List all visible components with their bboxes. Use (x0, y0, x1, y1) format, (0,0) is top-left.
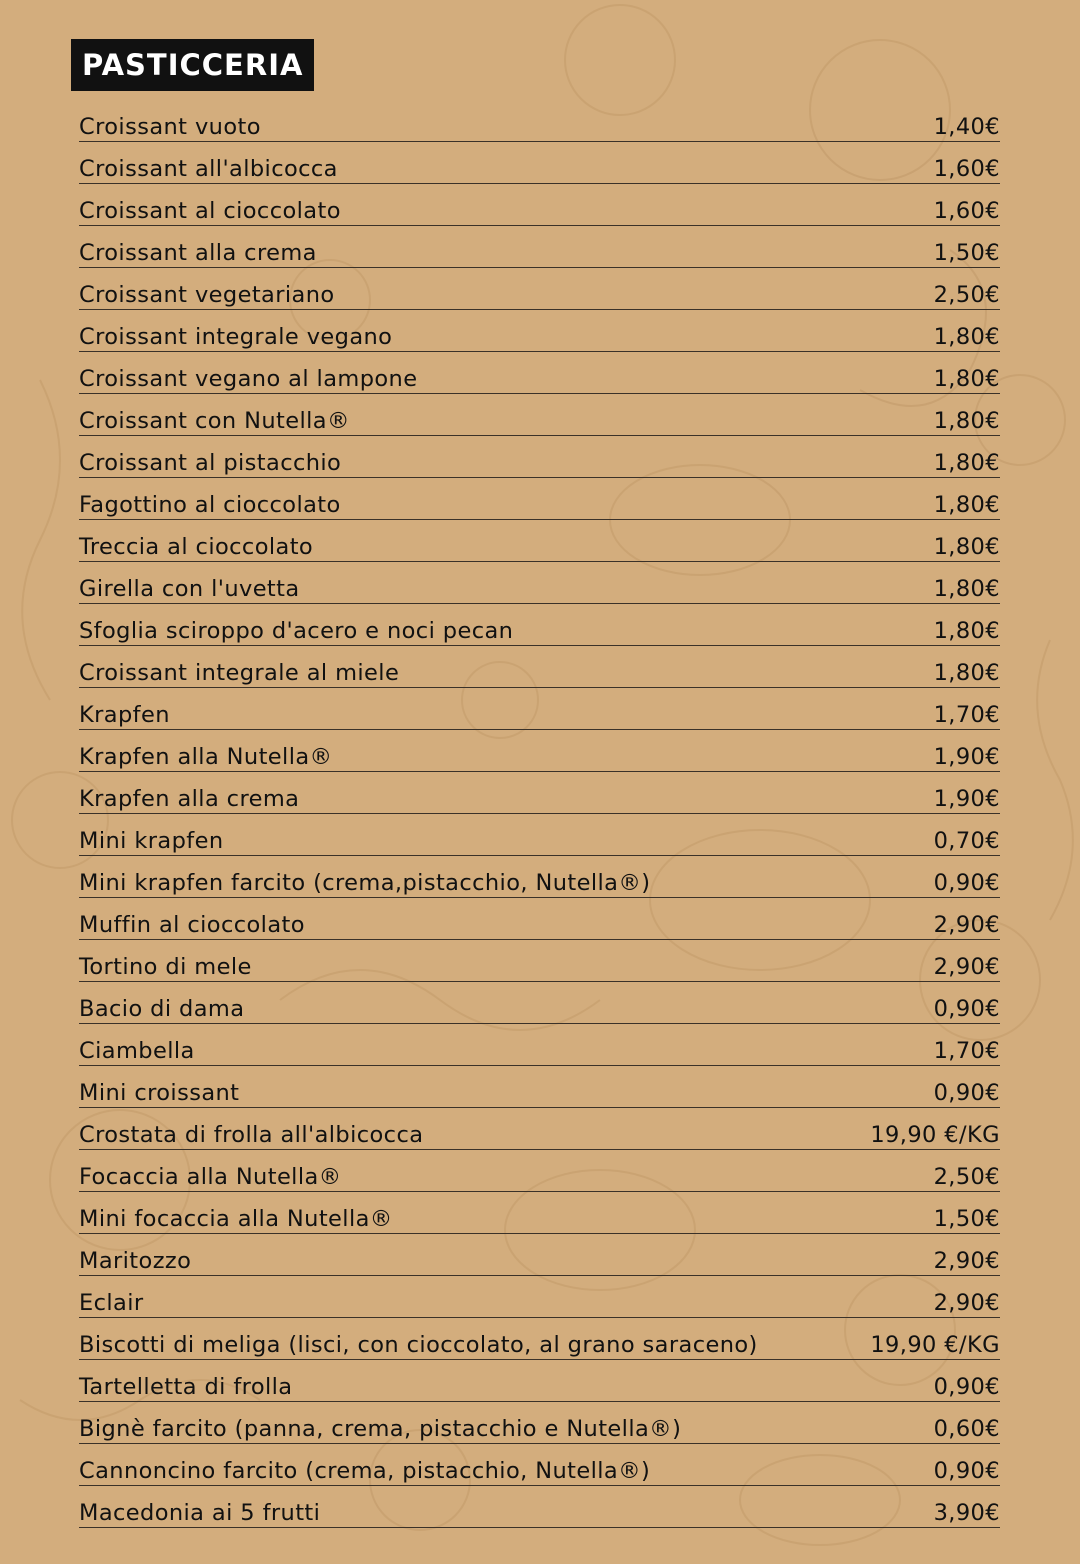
menu-item-name: Sfoglia sciroppo d'acero e noci pecan (79, 618, 514, 645)
menu-item-name: Crostata di frolla all'albicocca (79, 1122, 424, 1149)
menu-item-price: 1,70€ (933, 702, 1000, 729)
menu-item-name: Krapfen alla crema (79, 786, 300, 813)
menu-item-row (79, 394, 1000, 436)
menu-item-name: Krapfen (79, 702, 170, 729)
menu-item-name: Croissant integrale al miele (79, 660, 400, 687)
menu-item-price: 19,90 €/KG (870, 1332, 1000, 1359)
menu-item-price: 2,90€ (933, 1248, 1000, 1275)
menu-item-row (79, 352, 1000, 394)
menu-item-name: Focaccia alla Nutella® (79, 1164, 342, 1191)
menu-item-name: Mini krapfen farcito (crema,pistacchio, Nutella®) (79, 870, 651, 897)
menu-item-price: 1,80€ (933, 450, 1000, 477)
menu-item-row (79, 688, 1000, 730)
section-title-badge (71, 39, 314, 91)
menu-item-price: 0,90€ (933, 1080, 1000, 1107)
menu-item-row (79, 1108, 1000, 1150)
menu-item-row (79, 1024, 1000, 1066)
menu-item-name: Croissant integrale vegano (79, 324, 393, 351)
menu-item-name: Tartelletta di frolla (79, 1374, 293, 1401)
menu-item-row (79, 1444, 1000, 1486)
menu-item-price: 2,90€ (933, 954, 1000, 981)
menu-item-price: 1,80€ (933, 618, 1000, 645)
menu-item-name: Cannoncino farcito (crema, pistacchio, Nutella®) (79, 1458, 651, 1485)
menu-item-price: 19,90 €/KG (870, 1122, 1000, 1149)
menu-item-row (79, 646, 1000, 688)
menu-item-name: Tortino di mele (79, 954, 252, 981)
menu-item-name: Croissant all'albicocca (79, 156, 338, 183)
menu-item-name: Croissant alla crema (79, 240, 317, 267)
menu-item-name: Mini krapfen (79, 828, 224, 855)
menu-item-row (79, 478, 1000, 520)
menu-item-row (79, 184, 1000, 226)
menu-item-row (79, 100, 1000, 142)
menu-item-name: Biscotti di meliga (lisci, con cioccolato, al grano saraceno) (79, 1332, 758, 1359)
menu-item-name: Bacio di dama (79, 996, 245, 1023)
menu-item-name: Treccia al cioccolato (79, 534, 314, 561)
menu-item-price: 1,40€ (933, 114, 1000, 141)
menu-item-row (79, 226, 1000, 268)
menu-item-price: 1,50€ (933, 240, 1000, 267)
menu-item-price: 1,80€ (933, 492, 1000, 519)
menu-item-row (79, 730, 1000, 772)
menu-item-row (79, 1066, 1000, 1108)
menu-item-name: Mini focaccia alla Nutella® (79, 1206, 393, 1233)
menu-item-name: Eclair (79, 1290, 144, 1317)
menu-item-price: 1,80€ (933, 660, 1000, 687)
menu-item-price: 1,60€ (933, 156, 1000, 183)
menu-item-row (79, 1360, 1000, 1402)
menu-item-name: Croissant con Nutella® (79, 408, 350, 435)
menu-item-name: Croissant vuoto (79, 114, 261, 141)
menu-item-price: 2,50€ (933, 1164, 1000, 1191)
menu-item-name: Maritozzo (79, 1248, 192, 1275)
menu-item-price: 0,90€ (933, 1458, 1000, 1485)
menu-item-name: Muffin al cioccolato (79, 912, 305, 939)
menu-item-row (79, 856, 1000, 898)
menu-item-price: 2,90€ (933, 912, 1000, 939)
menu-item-price: 1,80€ (933, 534, 1000, 561)
menu-item-price: 1,60€ (933, 198, 1000, 225)
menu-item-row (79, 982, 1000, 1024)
menu-item-row (79, 814, 1000, 856)
menu-item-row (79, 1402, 1000, 1444)
menu-list (79, 100, 1000, 1528)
menu-item-price: 1,80€ (933, 576, 1000, 603)
menu-item-name: Krapfen alla Nutella® (79, 744, 333, 771)
menu-item-price: 1,80€ (933, 408, 1000, 435)
menu-item-price: 1,90€ (933, 744, 1000, 771)
menu-item-row (79, 1318, 1000, 1360)
menu-item-name: Bignè farcito (panna, crema, pistacchio e Nutella®) (79, 1416, 682, 1443)
menu-item-price: 3,90€ (933, 1500, 1000, 1527)
menu-item-price: 0,90€ (933, 1374, 1000, 1401)
menu-item-price: 0,90€ (933, 996, 1000, 1023)
menu-item-name: Fagottino al cioccolato (79, 492, 341, 519)
menu-item-price: 1,50€ (933, 1206, 1000, 1233)
menu-item-row (79, 940, 1000, 982)
menu-item-row (79, 772, 1000, 814)
menu-item-row (79, 520, 1000, 562)
menu-item-row (79, 436, 1000, 478)
menu-item-price: 1,80€ (933, 366, 1000, 393)
menu-item-row (79, 310, 1000, 352)
menu-item-row (79, 562, 1000, 604)
section-title: PASTICCERIA (82, 48, 304, 82)
menu-item-price: 0,70€ (933, 828, 1000, 855)
menu-item-name: Croissant vegano al lampone (79, 366, 418, 393)
menu-item-name: Mini croissant (79, 1080, 240, 1107)
menu-item-price: 2,90€ (933, 1290, 1000, 1317)
menu-item-row (79, 1234, 1000, 1276)
menu-item-name: Croissant vegetariano (79, 282, 335, 309)
menu-item-price: 1,80€ (933, 324, 1000, 351)
menu-item-price: 1,70€ (933, 1038, 1000, 1065)
menu-item-name: Macedonia ai 5 frutti (79, 1500, 321, 1527)
menu-item-row (79, 1486, 1000, 1528)
menu-item-price: 1,90€ (933, 786, 1000, 813)
menu-item-price: 0,60€ (933, 1416, 1000, 1443)
menu-item-price: 2,50€ (933, 282, 1000, 309)
menu-item-name: Croissant al cioccolato (79, 198, 341, 225)
menu-item-row (79, 1150, 1000, 1192)
menu-item-row (79, 142, 1000, 184)
menu-item-name: Croissant al pistacchio (79, 450, 342, 477)
menu-item-row (79, 268, 1000, 310)
menu-item-row (79, 898, 1000, 940)
menu-item-price: 0,90€ (933, 870, 1000, 897)
menu-item-row (79, 1276, 1000, 1318)
menu-item-name: Ciambella (79, 1038, 195, 1065)
menu-item-row (79, 604, 1000, 646)
menu-item-name: Girella con l'uvetta (79, 576, 300, 603)
menu-item-row (79, 1192, 1000, 1234)
